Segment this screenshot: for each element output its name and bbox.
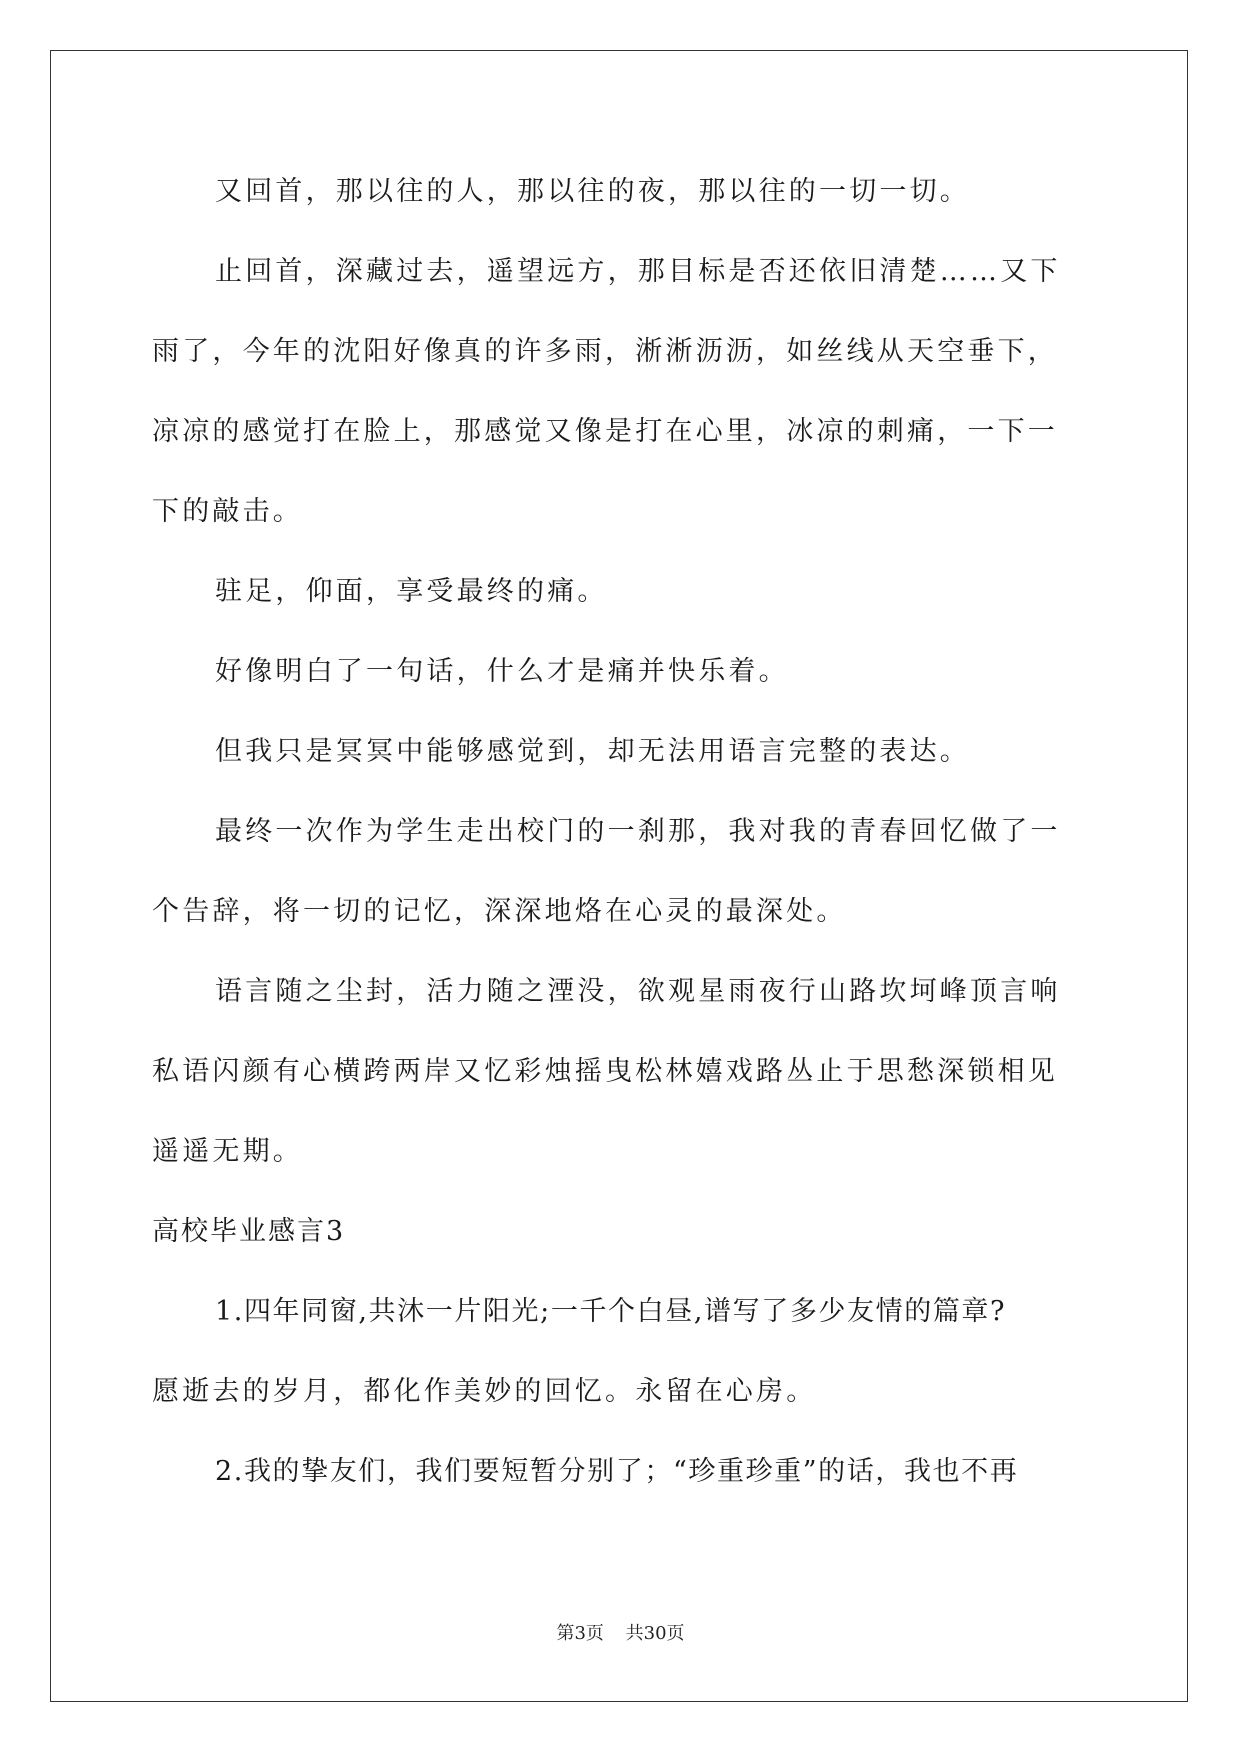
paragraph-line: 雨了，今年的沈阳好像真的许多雨，淅淅沥沥，如丝线从天空垂下，: [152, 336, 1058, 367]
paragraph-line: 又回首，那以往的人，那以往的夜，那以往的一切一切。: [215, 176, 970, 207]
paragraph-line: 2.我的挚友们，我们要短暂分别了；“珍重珍重”的话，我也不再: [215, 1456, 1019, 1487]
page-footer: [0, 1623, 1241, 1645]
paragraph-line: 驻足，仰面，享受最终的痛。: [215, 576, 608, 607]
page-total: 共30页: [625, 1623, 685, 1644]
paragraph-line: 凉凉的感觉打在脸上，那感觉又像是打在心里，冰凉的刺痛，一下一: [152, 416, 1058, 447]
page-number: 第3页: [556, 1623, 604, 1644]
paragraph-line: 下的敲击。: [152, 496, 303, 527]
paragraph-line: 个告辞，将一切的记忆，深深地烙在心灵的最深处。: [152, 896, 847, 927]
paragraph-line: 但我只是冥冥中能够感觉到，却无法用语言完整的表达。: [215, 736, 970, 767]
paragraph-line: 私语闪颜有心横跨两岸又忆彩烛摇曳松林嬉戏路丛止于思愁深锁相见: [152, 1056, 1058, 1087]
paragraph-line: 最终一次作为学生走出校门的一刹那，我对我的青春回忆做了一: [215, 816, 1061, 847]
paragraph-line: 愿逝去的岁月，都化作美妙的回忆。永留在心房。: [152, 1376, 817, 1407]
paragraph-line: 遥遥无期。: [152, 1136, 303, 1167]
paragraph-line: 语言随之尘封，活力随之湮没，欲观星雨夜行山路坎坷峰顶言响: [215, 976, 1061, 1007]
paragraph-line: 止回首，深藏过去，遥望远方，那目标是否还依旧清楚……又下: [215, 256, 1061, 287]
paragraph-line: 1.四年同窗,共沐一片阳光;一千个白昼,谱写了多少友情的篇章?: [215, 1296, 1007, 1327]
paragraph-line: 好像明白了一句话，什么才是痛并快乐着。: [215, 656, 789, 687]
section-heading: 高校毕业感言3: [152, 1216, 346, 1247]
